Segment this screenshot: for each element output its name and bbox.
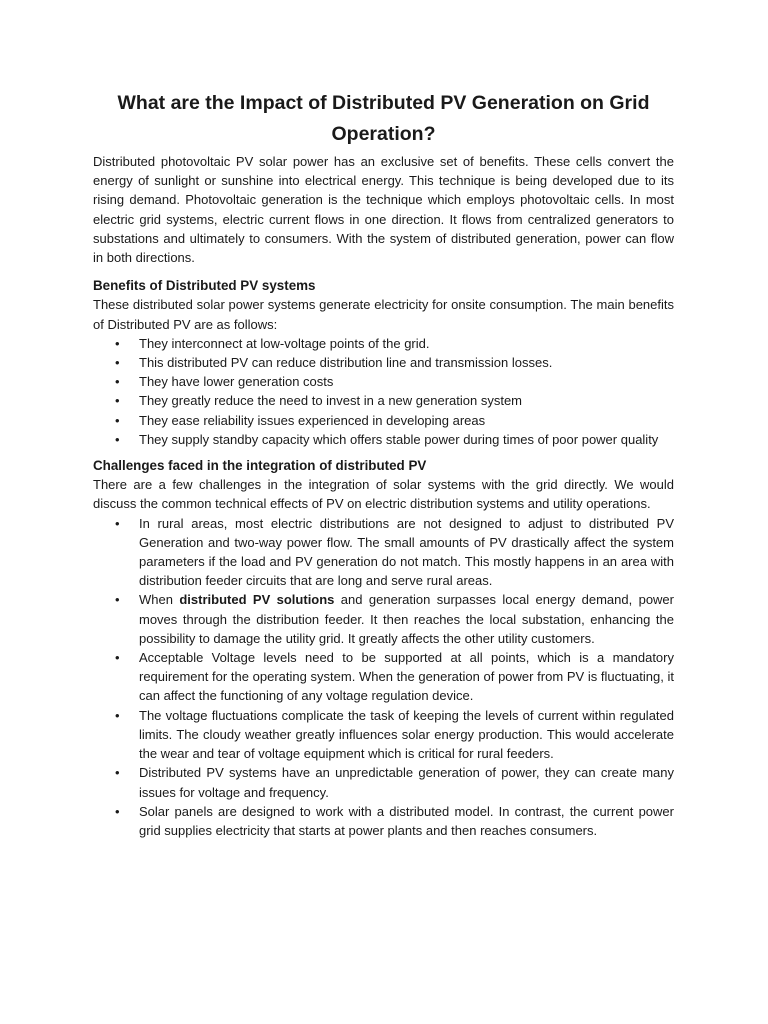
list-item-text-before: When [139, 592, 180, 608]
list-item [93, 648, 674, 706]
list-item-text: They greatly reduce the need to invest in a new generation system [139, 393, 522, 409]
list-item-text-after: and generation surpasses local energy demand, power moves through the distribution feeder. It then reaches the local substation, enhancing the possibility to damage the utility grid. It greatly affects the other utility customers. [139, 592, 674, 646]
list-item [93, 334, 674, 353]
list-item [93, 706, 674, 764]
challenges-intro: There are a few challenges in the integration of solar systems with the grid directly. We would discuss the common technical effects of PV on electric distribution systems and utility operations. [93, 477, 674, 512]
list-item-text: Acceptable Voltage levels need to be supported at all points, which is a mandatory requirement for the operating system. When the generation of power from PV is fluctuating, it can affect the functioning of any voltage regulation device. [139, 650, 674, 704]
list-item-text: They interconnect at low-voltage points of the grid. [139, 335, 430, 351]
bullet-icon: • [115, 765, 120, 781]
list-item [93, 353, 674, 372]
benefits-list [93, 334, 674, 449]
distributed-pv-solutions-link[interactable]: distributed PV solutions [179, 592, 335, 608]
challenges-heading: Challenges faced in the integration of distributed PV [93, 458, 427, 474]
bullet-icon: • [115, 515, 120, 531]
bullet-icon: • [115, 707, 120, 723]
list-item [93, 514, 674, 591]
list-item-text: The voltage fluctuations complicate the task of keeping the levels of current within regulated limits. The cloudy weather greatly influences solar energy production. This would accelerate the wear and tear of voltage equipment which is critical for rural feeders. [139, 707, 674, 762]
list-item-text: They have lower generation costs [139, 374, 334, 390]
bullet-icon: • [115, 431, 120, 447]
list-item [93, 590, 674, 648]
list-item-text: This distributed PV can reduce distribution line and transmission losses. [139, 355, 553, 371]
bullet-icon: • [115, 393, 120, 409]
bullet-icon: • [115, 355, 120, 371]
list-item [93, 430, 674, 449]
bullet-icon: • [115, 374, 120, 390]
bullet-icon: • [115, 412, 120, 428]
challenges-list [93, 514, 674, 840]
intro-paragraph: Distributed photovoltaic PV solar power has an exclusive set of benefits. These cells convert the energy of sunlight or sunshine into electrical energy. This technique is being developed due to its rising demand. Photovoltaic generation is the technique which employs photovoltaic cells. In most electric grid systems, electric current flows in one direction. It flows from centralized generators to substations and ultimately to consumers. With the system of distributed generation, power can flow in both directions. [93, 154, 674, 266]
list-item [93, 763, 674, 801]
benefits-heading: Benefits of Distributed PV systems [93, 278, 316, 294]
list-item-text: They supply standby capacity which offers stable power during times of poor power quality [139, 431, 659, 447]
bullet-icon: • [115, 803, 120, 819]
list-item [93, 802, 674, 840]
list-item [93, 372, 674, 391]
list-item-text: In rural areas, most electric distributions are not designed to adjust to distributed PV Generation and two-way power flow. The small amounts of PV drastically affect the system parameters if the load and PV generation do not match. This mostly happens in an area with distribution feeder circuits that are long and serve rural areas. [139, 515, 674, 589]
bullet-icon: • [115, 592, 120, 608]
list-item [93, 391, 674, 410]
list-item-text: Solar panels are designed to work with a distributed model. In contrast, the current power grid supplies electricity that starts at power plants and then reaches consumers. [139, 803, 674, 838]
bullet-icon: • [115, 335, 120, 351]
list-item-text: Distributed PV systems have an unpredictable generation of power, they can create many issues for voltage and frequency. [139, 765, 674, 800]
page-title: What are the Impact of Distributed PV Generation on Grid Operation? [117, 92, 650, 145]
list-item-text: They ease reliability issues experienced in developing areas [139, 412, 486, 428]
bullet-icon: • [115, 650, 120, 666]
list-item [93, 411, 674, 430]
benefits-intro: These distributed solar power systems generate electricity for onsite consumption. The main benefits of Distributed PV are as follows: [93, 297, 674, 332]
